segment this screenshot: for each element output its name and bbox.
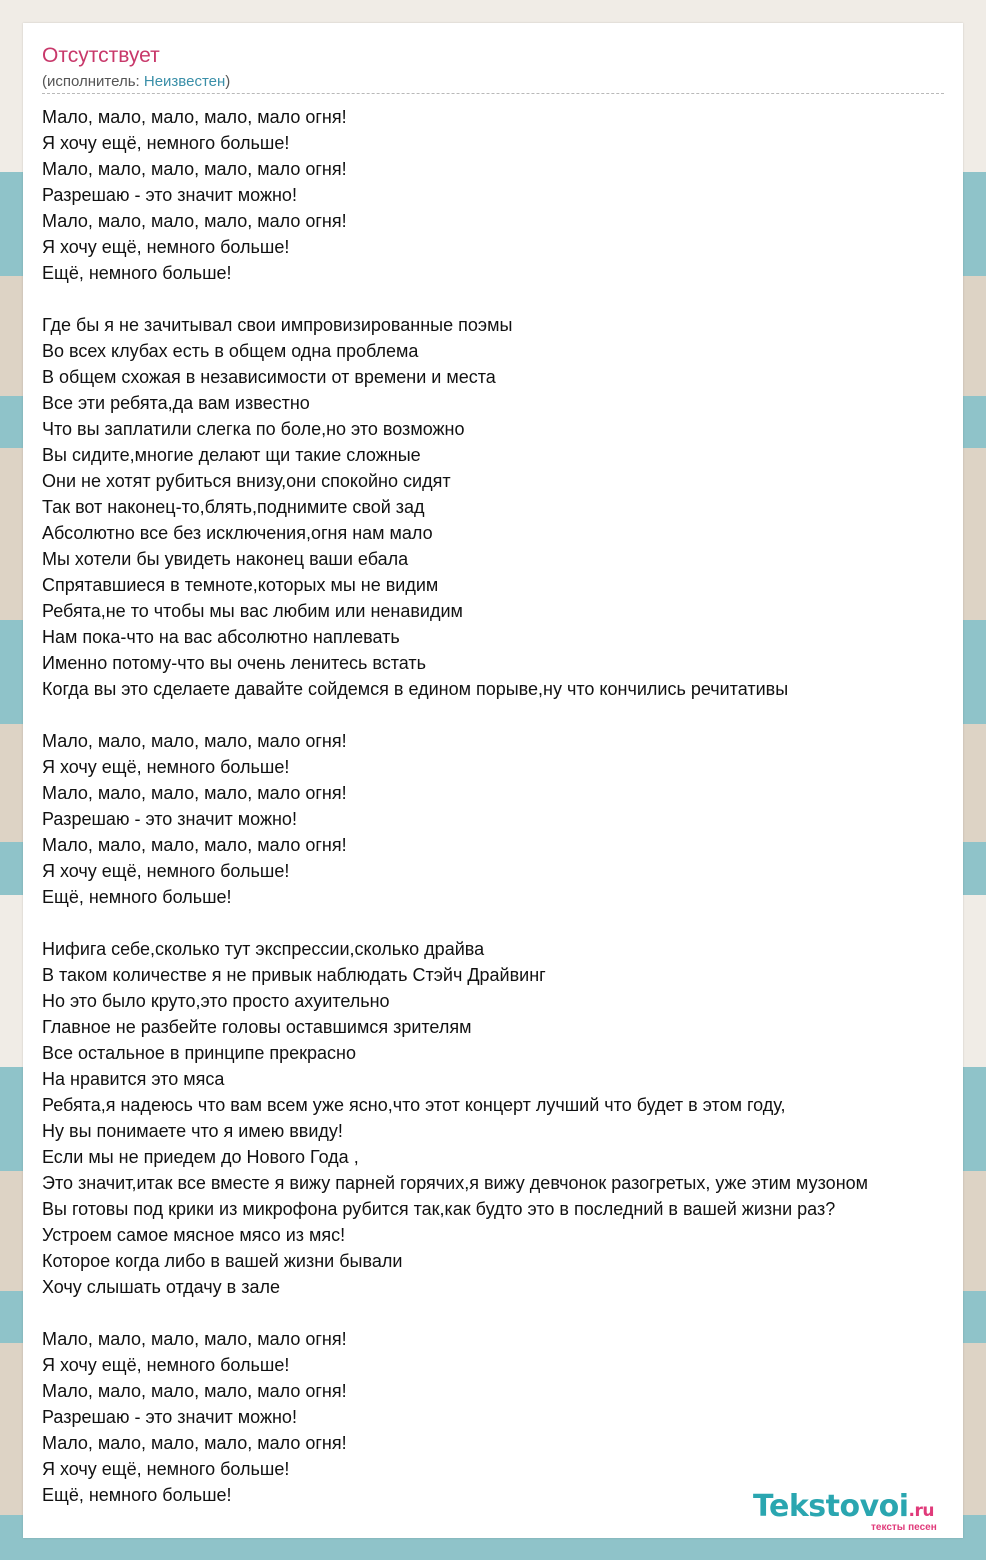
- lyric-line: В таком количестве я не привык наблюдать Стэйч Драйвинг: [42, 965, 546, 985]
- lyric-line: Вы сидите,многие делают щи такие сложные: [42, 445, 421, 465]
- song-title: Отсутствует: [42, 44, 160, 67]
- stanza-break: [42, 702, 963, 728]
- lyric-line: Мало, мало, мало, мало, мало огня!: [42, 835, 347, 855]
- lyric-line: Мало, мало, мало, мало, мало огня!: [42, 1329, 347, 1349]
- lyric-line: Мало, мало, мало, мало, мало огня!: [42, 107, 347, 127]
- lyrics-text: [42, 104, 963, 1508]
- lyric-line: Все остальное в принципе прекрасно: [42, 1043, 356, 1063]
- lyric-line: Мы хотели бы увидеть наконец ваши ебала: [42, 549, 409, 569]
- lyric-line: Разрешаю - это значит можно!: [42, 185, 297, 205]
- lyric-line: Где бы я не зачитывал свои импровизированные поэмы: [42, 315, 513, 335]
- logo-tld: .ru: [908, 1501, 934, 1521]
- stanza-break: [42, 1300, 963, 1326]
- lyric-line: Вы готовы под крики из микрофона рубится так,как будто это в последний в вашей жизни раз?: [42, 1199, 836, 1219]
- lyric-line: На нравится это мяса: [42, 1069, 225, 1089]
- lyric-line: Мало, мало, мало, мало, мало огня!: [42, 211, 347, 231]
- lyric-line: Во всех клубах есть в общем одна проблема: [42, 341, 419, 361]
- lyric-line: Я хочу ещё, немного больше!: [42, 861, 290, 881]
- lyric-line: Ещё, немного больше!: [42, 1485, 232, 1505]
- artist-prefix: (исполнитель:: [42, 73, 144, 90]
- lyric-line: Это значит,итак все вместе я вижу парней горячих,я вижу девчонок разогретых, уже этим музоном: [42, 1173, 869, 1193]
- lyric-line: Я хочу ещё, немного больше!: [42, 1459, 290, 1479]
- artist-suffix: ): [225, 73, 231, 90]
- lyric-line: Они не хотят рубиться внизу,они спокойно сидят: [42, 471, 451, 491]
- lyric-line: Спрятавшиеся в темноте,которых мы не видим: [42, 575, 439, 595]
- lyric-line: Нам пока-что на вас абсолютно наплевать: [42, 627, 400, 647]
- lyrics-card: [23, 23, 963, 1538]
- lyric-line: Мало, мало, мало, мало, мало огня!: [42, 159, 347, 179]
- site-logo[interactable]: [753, 1489, 963, 1538]
- lyric-line: В общем схожая в независимости от времени и места: [42, 367, 496, 387]
- lyric-line: Мало, мало, мало, мало, мало огня!: [42, 783, 347, 803]
- lyric-line: Я хочу ещё, немного больше!: [42, 1355, 290, 1375]
- artist-link[interactable]: Неизвестен: [143, 73, 226, 90]
- artist-line: [42, 72, 230, 92]
- lyric-line: Разрешаю - это значит можно!: [42, 809, 297, 829]
- lyric-line: Что вы заплатили слегка по боле,но это возможно: [42, 419, 465, 439]
- lyric-line: Нифига себе,сколько тут экспрессии,сколько драйва: [42, 939, 485, 959]
- lyric-line: Но это было круто,это просто ахуительно: [42, 991, 390, 1011]
- lyric-line: Ребята,я надеюсь что вам всем уже ясно,что этот концерт лучший что будет в этом году,: [42, 1095, 786, 1115]
- lyric-line: Хочу слышать отдачу в зале: [42, 1277, 281, 1297]
- lyric-line: Все эти ребята,да вам известно: [42, 393, 310, 413]
- lyric-line: Устроем самое мясное мясо из мяс!: [42, 1225, 346, 1245]
- lyric-line: Которое когда либо в вашей жизни бывали: [42, 1251, 403, 1271]
- lyric-line: Мало, мало, мало, мало, мало огня!: [42, 731, 347, 751]
- lyric-line: Я хочу ещё, немного больше!: [42, 757, 290, 777]
- lyric-line: Мало, мало, мало, мало, мало огня!: [42, 1381, 347, 1401]
- lyric-line: Главное не разбейте головы оставшимся зрителям: [42, 1017, 472, 1037]
- lyric-line: Разрешаю - это значит можно!: [42, 1407, 297, 1427]
- logo-tagline: тексты песен: [871, 1522, 937, 1533]
- lyric-line: Если мы не приедем до Нового Года ,: [42, 1147, 359, 1167]
- lyric-line: Мало, мало, мало, мало, мало огня!: [42, 1433, 347, 1453]
- lyric-line: Именно потому-что вы очень ленитесь встать: [42, 653, 427, 673]
- lyric-line: Я хочу ещё, немного больше!: [42, 237, 290, 257]
- lyric-line: Ещё, немного больше!: [42, 887, 232, 907]
- stanza-break: [42, 910, 963, 936]
- lyric-line: Ну вы понимаете что я имею ввиду!: [42, 1121, 343, 1141]
- lyric-line: Так вот наконец-то,блять,поднимите свой зад: [42, 497, 425, 517]
- lyric-line: Ещё, немного больше!: [42, 263, 232, 283]
- lyric-line: Ребята,не то чтобы мы вас любим или ненавидим: [42, 601, 463, 621]
- stanza-break: [42, 286, 963, 312]
- lyric-line: Я хочу ещё, немного больше!: [42, 133, 290, 153]
- logo-name: Tekstovoi: [753, 1489, 909, 1524]
- lyric-line: Когда вы это сделаете давайте сойдемся в едином порыве,ну что кончились речитативы: [42, 679, 789, 699]
- title-divider: [42, 93, 944, 94]
- lyric-line: Абсолютно все без исключения,огня нам мало: [42, 523, 433, 543]
